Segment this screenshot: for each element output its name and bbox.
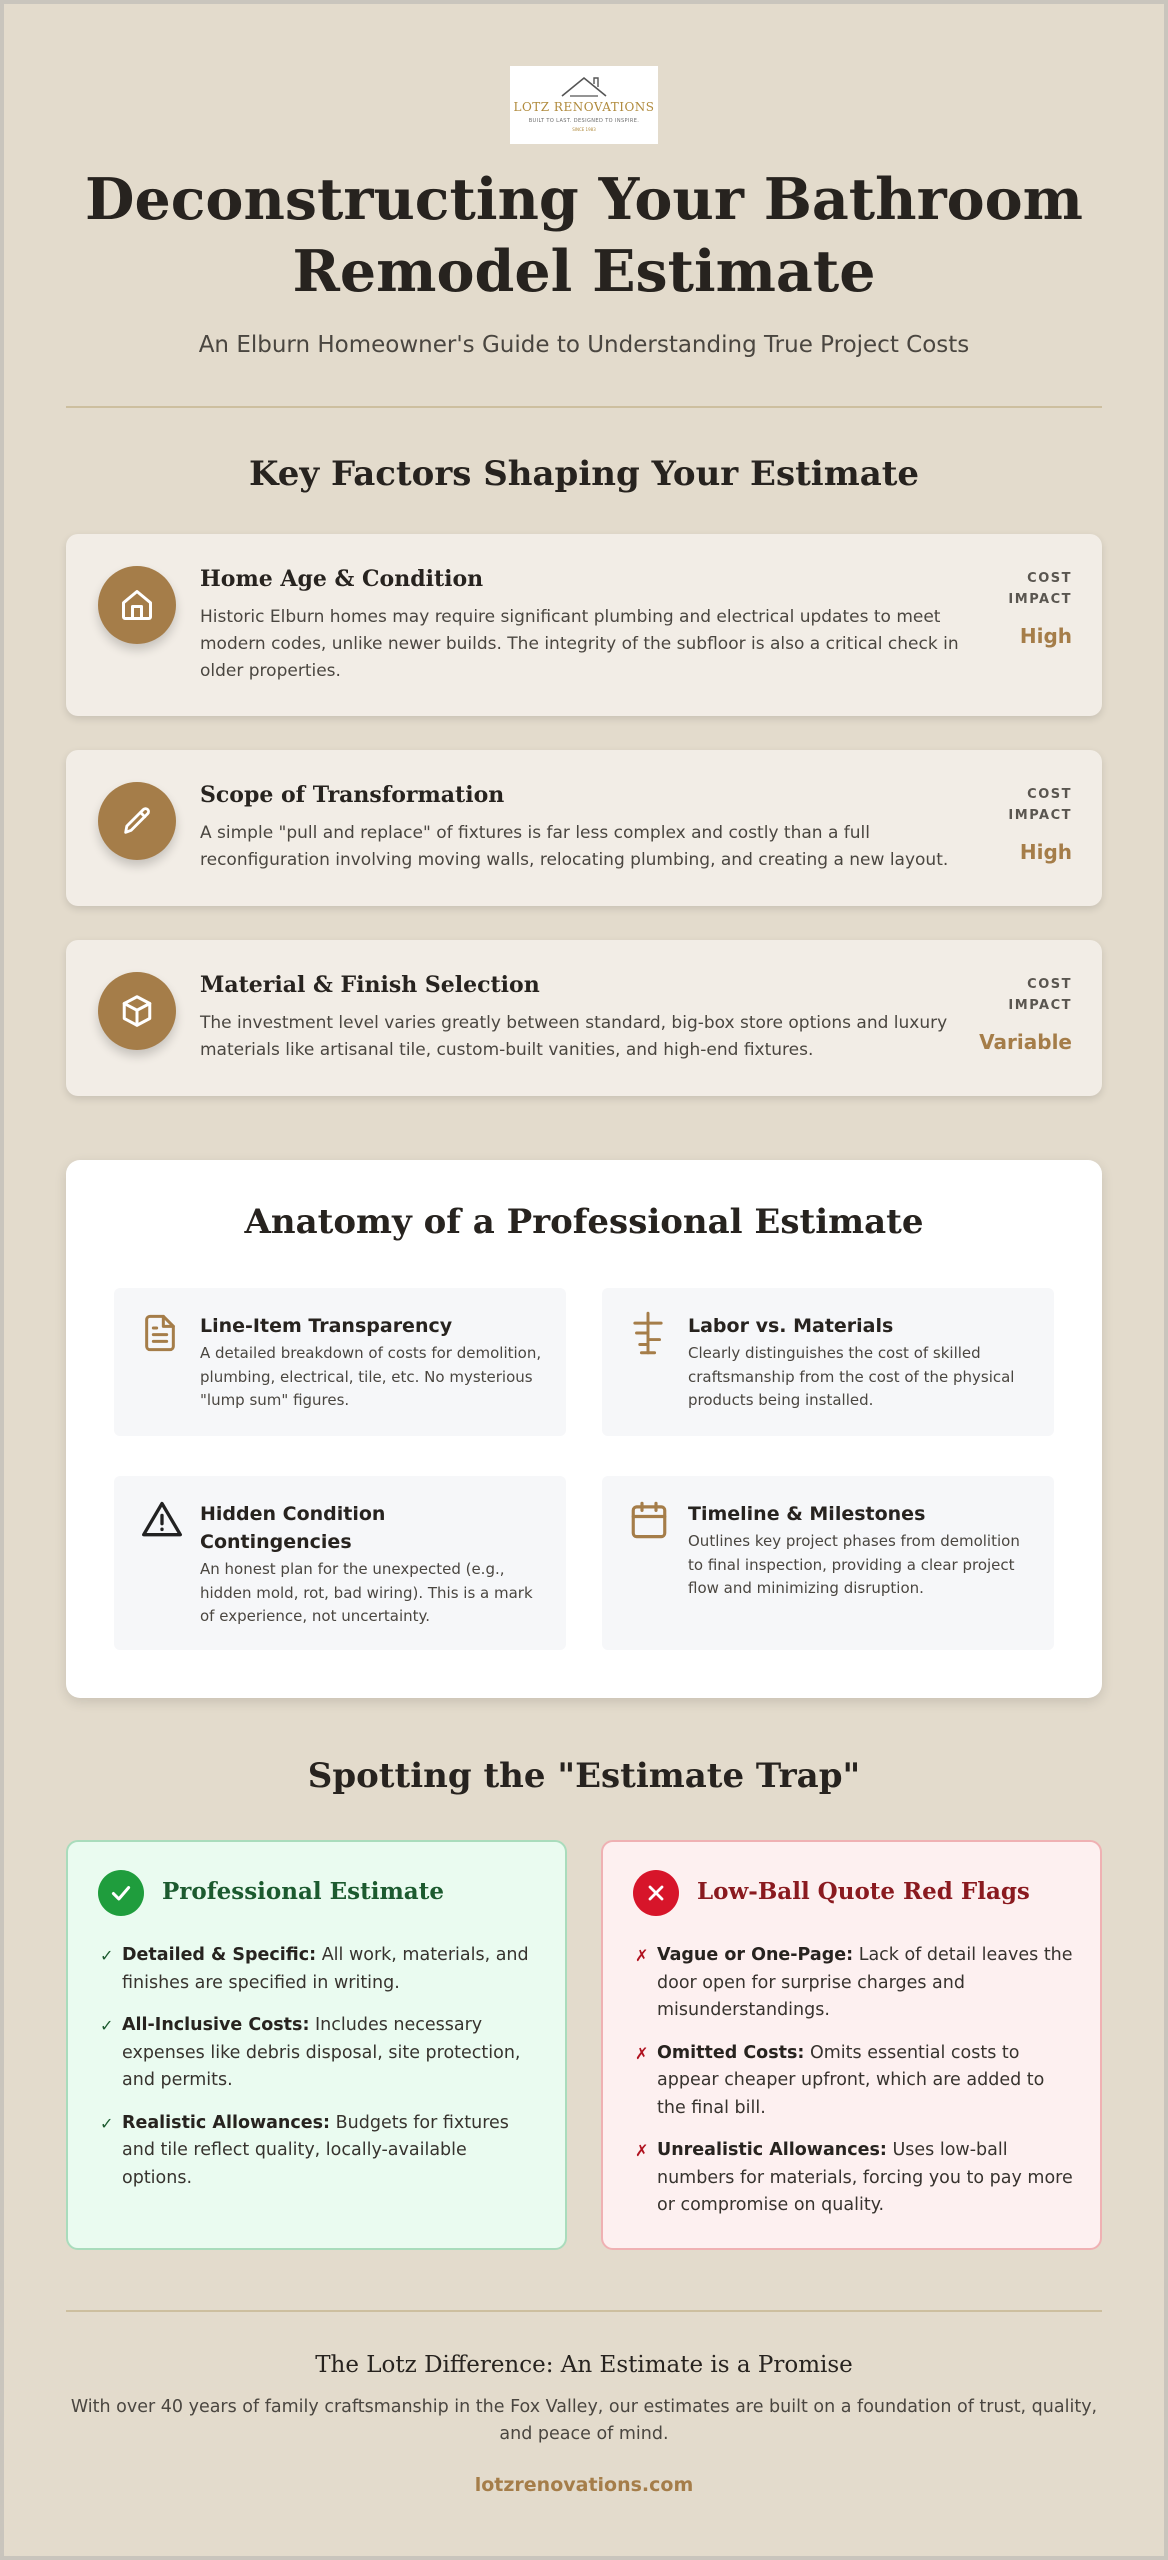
professional-estimate-list [100, 1942, 540, 2192]
list-item-label: Realistic Allowances: [122, 2112, 331, 2133]
home-icon [119, 587, 155, 623]
factors-section-title: Key Factors Shaping Your Estimate [248, 454, 920, 494]
list-item [100, 2012, 540, 2095]
list-item [100, 2110, 540, 2193]
box-icon [119, 993, 155, 1029]
list-item [635, 2040, 1075, 2123]
anatomy-item-title: Labor vs. Materials [688, 1315, 894, 1337]
cost-impact-label [962, 568, 1072, 610]
list-item-text: Includes necessary expenses like debris disposal, site protection, and permits. [122, 2015, 521, 2090]
page-title-line-2: Remodel Estimate [292, 238, 876, 305]
header-divider [66, 406, 1102, 408]
factor-title: Material & Finish Selection [200, 972, 540, 998]
list-item-text: All work, materials, and finishes are specified in writing. [122, 1945, 529, 1993]
anatomy-item-description: A detailed breakdown of costs for demolition, plumbing, electrical, tile, etc. No mysterious "lump sum" figures. [200, 1344, 542, 1409]
check-mark-icon: ✓ [100, 2113, 114, 2133]
cost-label-word-2: IMPACT [1008, 592, 1072, 607]
logo-tagline: BUILT TO LAST. DESIGNED TO INSPIRE. [528, 118, 640, 124]
cost-impact-label [962, 784, 1072, 826]
anatomy-item-description: Clearly distinguishes the cost of skilled craftsmanship from the cost of the physical products being installed. [688, 1344, 1015, 1409]
trap-section-title: Spotting the "Estimate Trap" [307, 1756, 861, 1796]
pencil-icon [120, 804, 154, 838]
professional-estimate-title: Professional Estimate [162, 1878, 444, 1905]
anatomy-item-labor-materials [602, 1288, 1054, 1436]
cost-impact-value: High [1019, 840, 1072, 864]
scale-icon [628, 1310, 668, 1360]
cost-label-word-2: IMPACT [1008, 998, 1072, 1013]
factor-icon-badge [98, 566, 176, 644]
professional-estimate-card [66, 1840, 567, 2250]
list-item-label: Vague or One-Page: [657, 1945, 854, 1965]
factor-description: The investment level varies greatly between standard, big-box store options and luxury materials like artisanal tile, custom-built vanities, and high-end fixtures. [200, 1013, 948, 1060]
calendar-icon [628, 1498, 670, 1546]
page-title-line-1: Deconstructing Your Bathroom [85, 166, 1083, 233]
footer-description: With over 40 years of family craftsmanship in the Fox Valley, our estimates are built on a foundation of trust, quality, and peace of mind. [70, 2397, 1098, 2444]
list-item [100, 1942, 540, 1997]
factor-icon-badge [98, 972, 176, 1050]
anatomy-item-description: An honest plan for the unexpected (e.g., hidden mold, rot, bad wiring). This is a mark of experience, not uncertainty. [200, 1560, 533, 1625]
page-subtitle: An Elburn Homeowner's Guide to Understanding True Project Costs [198, 332, 970, 358]
anatomy-item-title: Line-Item Transparency [200, 1315, 453, 1337]
page-title [66, 164, 1102, 308]
cross-mark-icon: ✗ [635, 2043, 649, 2063]
warning-icon [140, 1498, 184, 1546]
good-badge [98, 1870, 144, 1916]
website-link[interactable]: lotzrenovations.com [474, 2474, 694, 2496]
infographic-page [4, 4, 1164, 2556]
check-mark-icon: ✓ [100, 1946, 114, 1965]
list-item-text: Omits essential costs to appear cheaper upfront, which are added to the final bill. [657, 2042, 1045, 2118]
cost-impact-value: High [1019, 624, 1072, 648]
cost-impact-value: Variable [979, 1030, 1072, 1054]
anatomy-item-title: Hidden Condition Contingencies [200, 1503, 386, 1553]
cost-label-word-1: COST [1027, 787, 1072, 802]
factor-description: A simple "pull and replace" of fixtures is far less complex and costly than a full reconfiguration involving moving walls, relocating plumbing, and creating a new layout. [200, 823, 949, 870]
list-item-label: Detailed & Specific: [122, 1945, 317, 1965]
red-flags-title: Low-Ball Quote Red Flags [697, 1878, 1030, 1905]
anatomy-item-timeline [602, 1476, 1054, 1650]
company-logo [510, 66, 658, 144]
factor-icon-badge [98, 782, 176, 860]
list-item-label: All-Inclusive Costs: [122, 2015, 310, 2035]
list-item-text: Budgets for fixtures and tile reflect quality, locally-available options. [122, 2112, 509, 2188]
anatomy-item-line-item [114, 1288, 566, 1436]
cross-mark-icon: ✗ [635, 2141, 649, 2160]
factor-card-home-age [66, 534, 1102, 716]
logo-brand-text: LOTZ RENOVATIONS [513, 100, 655, 114]
factor-title: Home Age & Condition [200, 566, 484, 592]
cost-label-word-1: COST [1027, 571, 1072, 586]
anatomy-item-contingencies [114, 1476, 566, 1650]
house-logo-icon [558, 74, 610, 100]
list-item [635, 1942, 1075, 2025]
footer-divider [66, 2310, 1102, 2312]
cross-mark-icon: ✗ [635, 1946, 649, 1965]
cost-impact-label [962, 974, 1072, 1016]
logo-since: SINCE 1983 [572, 127, 596, 132]
anatomy-section-title: Anatomy of a Professional Estimate [244, 1202, 924, 1242]
list-item-text: Lack of detail leaves the door open for surprise charges and misunderstandings. [657, 1945, 1073, 2020]
x-mark-icon [644, 1881, 668, 1905]
list-item [635, 2137, 1075, 2220]
bad-badge [633, 1870, 679, 1916]
red-flags-list [635, 1942, 1075, 2220]
list-item-label: Omitted Costs: [657, 2042, 805, 2063]
factor-title: Scope of Transformation [200, 782, 505, 808]
anatomy-item-description: Outlines key project phases from demolition to final inspection, providing a clear project flow and minimizing disruption. [688, 1532, 1020, 1597]
red-flags-card [601, 1840, 1102, 2250]
check-mark-icon: ✓ [100, 2016, 114, 2035]
factor-card-materials [66, 940, 1102, 1096]
anatomy-item-title: Timeline & Milestones [688, 1503, 926, 1525]
list-item-text: Uses low-ball numbers for materials, forcing you to pay more or compromise on quality. [657, 2140, 1073, 2215]
footer-title: The Lotz Difference: An Estimate is a Promise [315, 2352, 853, 2378]
factor-card-scope [66, 750, 1102, 906]
document-icon [140, 1310, 180, 1360]
factor-description: Historic Elburn homes may require significant plumbing and electrical updates to meet modern codes, unlike newer builds. The integrity of the subfloor is also a critical check in older properties. [200, 607, 959, 681]
cost-label-word-2: IMPACT [1008, 808, 1072, 823]
list-item-label: Unrealistic Allowances: [657, 2140, 887, 2160]
cost-label-word-1: COST [1027, 977, 1072, 992]
checkmark-icon [108, 1880, 134, 1906]
anatomy-panel [66, 1160, 1102, 1698]
